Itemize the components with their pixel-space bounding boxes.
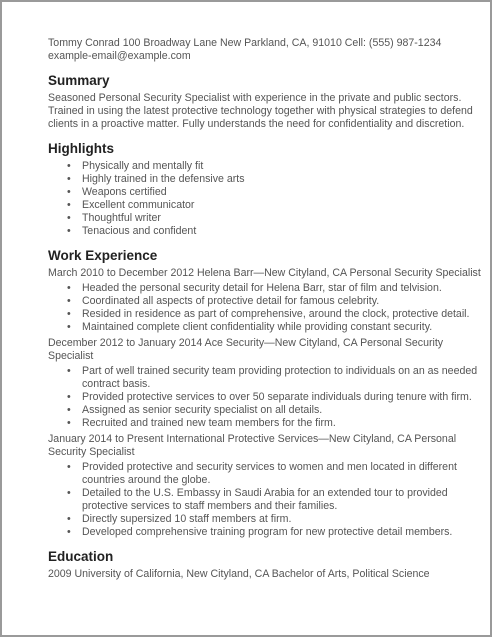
summary-heading: Summary (48, 73, 110, 88)
job-bullets (48, 282, 484, 334)
job-header: March 2010 to December 2012 Helena Barr—New Cityland, CA Personal Security Specialist (48, 267, 481, 279)
job-bullet: • Coordinated all aspects of protective detail for famous celebrity. (82, 295, 484, 308)
job-bullets (48, 461, 484, 539)
work-experience-heading: Work Experience (48, 248, 158, 263)
highlight-item: • Thoughtful writer (82, 212, 484, 225)
job-bullet: • Assigned as senior security specialist on all details. (82, 404, 484, 417)
education-text: 2009 University of California, New Cityland, CA Bachelor of Arts, Political Science (48, 568, 430, 580)
highlights-list (48, 160, 484, 238)
highlight-item: • Highly trained in the defensive arts (82, 173, 484, 186)
job-bullet: • Maintained complete client confidentiality while providing constant security. (82, 321, 484, 334)
resume-content (48, 37, 484, 581)
job-bullet: • Provided protective and security services to women and men located in different countries around the globe. (82, 461, 484, 487)
highlight-item: • Weapons certified (82, 186, 484, 199)
job-bullet: • Recruited and trained new team members for the firm. (82, 417, 484, 430)
summary-text: Seasoned Personal Security Specialist with experience in the private and public sectors. Trained in using the latest protective technology together with physical strategies to defend clients in a proactive matter. Fully understands the need for confidentiality and discretion. (48, 92, 473, 130)
education-heading: Education (48, 549, 114, 564)
job-bullet: • Directly supersized 10 staff members at firm. (82, 513, 484, 526)
job-bullet: • Provided protective services to over 50 separate individuals during tenure with firm. (82, 391, 484, 404)
highlight-item: • Tenacious and confident (82, 225, 484, 238)
job-bullet: • Resided in residence as part of comprehensive, around the clock, protective detail. (82, 308, 484, 321)
job-header: December 2012 to January 2014 Ace Security—New Cityland, CA Personal Security Specialist (48, 337, 444, 362)
job-header: January 2014 to Present International Protective Services—New Cityland, CA Personal Security Specialist (48, 433, 457, 458)
highlight-item: • Physically and mentally fit (82, 160, 484, 173)
job-bullet: • Developed comprehensive training program for new protective detail members. (82, 526, 484, 539)
job-bullet: • Detailed to the U.S. Embassy in Saudi Arabia for an extended tour to provided protective services to staff members and their families. (82, 487, 484, 513)
contact-info: Tommy Conrad 100 Broadway Lane New Parkland, CA, 91010 Cell: (555) 987-1234 example-email@example.com (48, 37, 442, 62)
job-bullets (48, 365, 484, 430)
job-bullet: • Headed the personal security detail for Helena Barr, star of film and telvision. (82, 282, 484, 295)
highlight-item: • Excellent communicator (82, 199, 484, 212)
highlights-heading: Highlights (48, 141, 114, 156)
job-bullet: • Part of well trained security team providing protection to individuals on an as needed contract basis. (82, 365, 484, 391)
